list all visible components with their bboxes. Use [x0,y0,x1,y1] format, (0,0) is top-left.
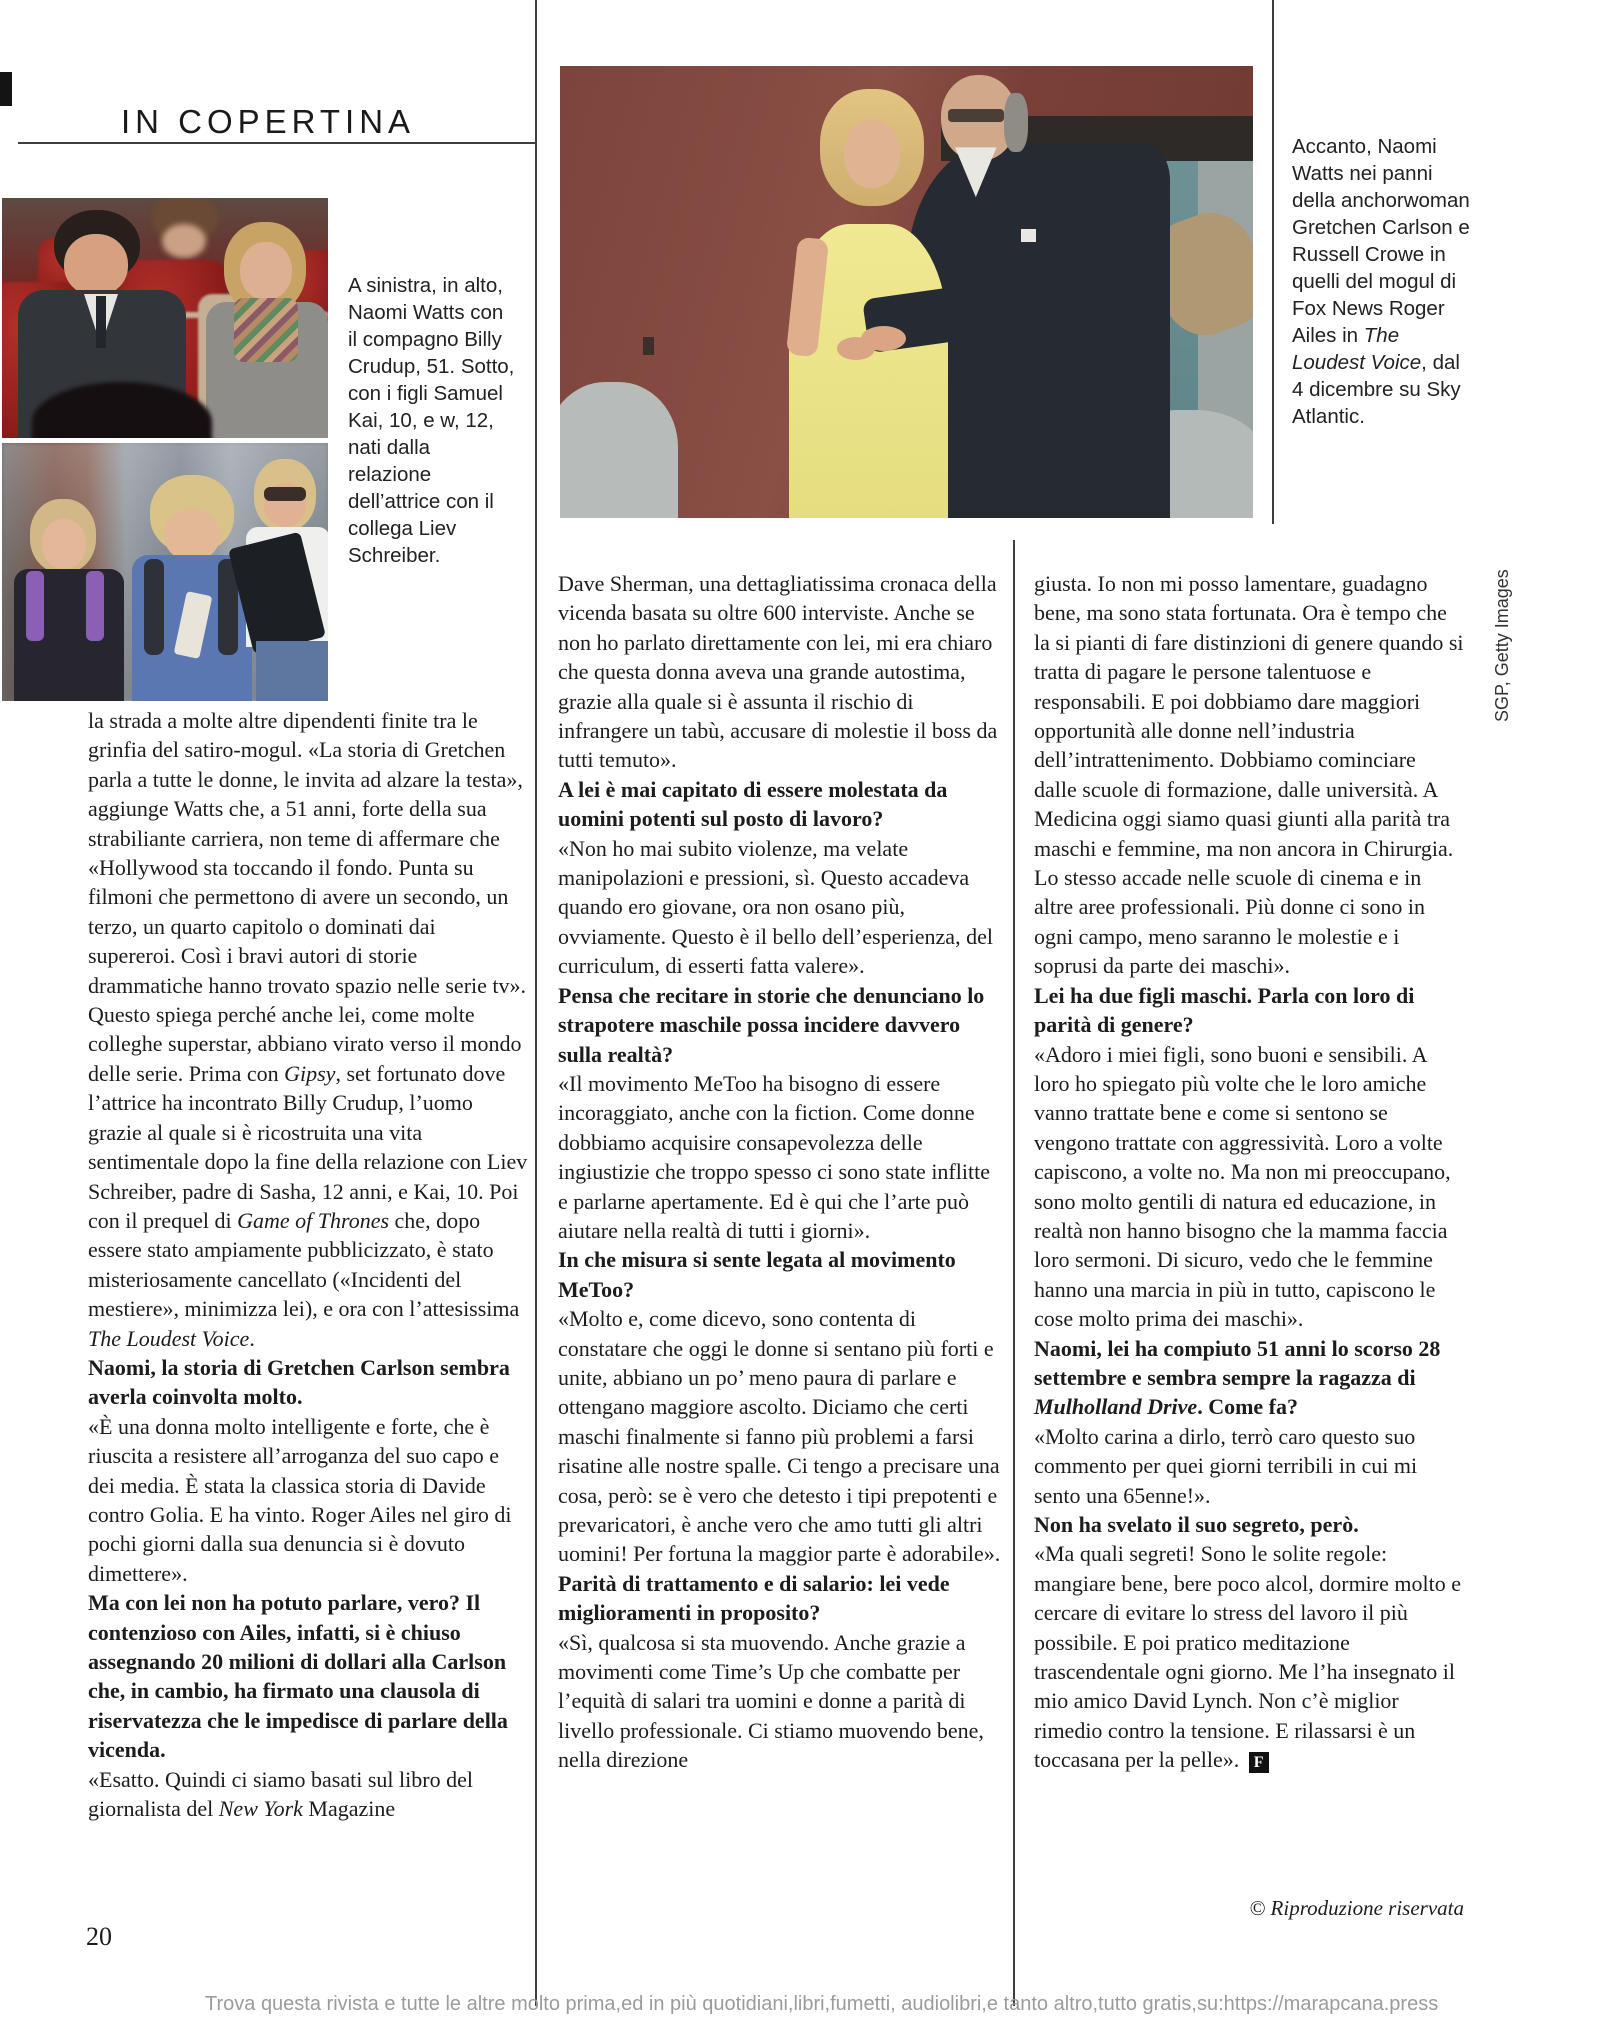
photo-train-scene [2,198,328,438]
photo-shape [560,382,678,518]
text-segment: «Non ho mai subito violenze, ma velate manipolazioni e pressioni, sì. Questo accadeva quando ero giovane, ora non osano più, ovviamente. Questo è il bello dell’esperienza, del curriculum, di esserti fatta valere». [558,835,993,979]
text-segment: «È una donna molto intelligente e forte, che è riuscita a resistere all’arroganza del suo capo e dei media. È stata la classica storia di Davide contro Golia. E ha vinto. Roger Ailes nel giro di pochi giorni dalla sua denuncia si è dovuto dimettere». [88,1413,512,1586]
text-segment: New York [218,1796,303,1822]
photo-shape [234,298,298,362]
photo-shape [144,559,164,655]
article-paragraph [1034,1422,1464,1510]
text-segment: In che misura si sente legata al movimento MeToo? [558,1247,956,1302]
photo-shape [844,120,899,188]
article-column-3 [1034,569,1464,1775]
interview-question [558,775,1004,834]
photo-shape [837,337,875,360]
text-segment: «Molto e, come dicevo, sono contenta di constatare che oggi le donne si sentano più forti e unite, abbiano un po’ meno paura di parlare e ottengano maggiore ascolto. Diciamo che certi maschi finalmente si fanno più problemi a farsi risatine alle nostre spalle. Ci tengo a precisare una cosa, però: se è vero che detesto i tipi prepotenti e prevaricatori, è anche vero che amo tutti gli altri uomini! Per fortuna la maggior parte è adorabile». [558,1306,1001,1567]
photo-shape [240,242,292,300]
text-segment: Game of Thrones [237,1207,390,1233]
photo-shape [948,109,1003,123]
text-segment: . Come fa? [1197,1394,1299,1420]
copyright-notice: © Riproduzione riservata [1249,1896,1464,1920]
text-segment: Parità di trattamento e di salario: lei vede miglioramenti in proposito? [558,1570,950,1626]
column-divider-right [1013,540,1015,2006]
article-paragraph [88,1765,528,1824]
interview-question [1034,1510,1464,1539]
interview-question [558,1245,1004,1304]
text-segment: Naomi, lei ha compiuto 51 anni lo scorso 28 settembre e sembra sempre la ragazza di [1034,1335,1441,1390]
photo-street-scene [2,443,328,701]
photo-shape [1004,93,1028,152]
text-segment: «Esatto. Quindi ci siamo basati sul libro del giornalista del [88,1766,473,1822]
photo-shape [164,509,220,561]
text-segment: Pensa che recitare in storie che denunciano lo strapotere maschile possa incidere davvero sulla realtà? [558,982,985,1067]
photo-shape [1021,229,1036,243]
article-paragraph [1034,569,1464,981]
page-number: 20 [86,1922,112,1951]
text-segment: Non ha svelato il suo segreto, però. [1034,1512,1359,1537]
photo-shape [264,487,306,501]
text-segment: che, dopo essere stato ampiamente pubblicizzato, è stato misteriosamente cancellato («Incidenti del mestiere», minimizza lei), e ora con l’attesissima [88,1207,520,1322]
caption-main-photo [1292,133,1474,430]
interview-question [558,981,1004,1069]
article-column-2 [558,569,1004,1775]
text-segment: «Adoro i miei figli, sono buoni e sensibili. A loro ho spiegato più volte che le loro amiche vanno trattate bene e come si sentono se vengono trattate con aggressività. Loro a volte capiscono, a volte no. Ma non mi preoccupano, sono molto gentili di natura ed educazione, in realtà non hanno bisogno che la mamma faccia loro sermoni. Di sicuro, vedo che le femmine hanno una marcia in più in tutto, capiscono le cose molto prima dei maschi». [1034,1041,1451,1332]
photo-shape [643,337,654,355]
section-title: IN COPERTINA [120,103,416,140]
article-paragraph [1034,1539,1464,1774]
photo-shape [42,519,86,569]
text-segment: Ma con lei non ha potuto parlare, vero? Il contenzioso con Ailes, infatti, si è chiuso assegnando 20 milioni di dollari alla Carlson che, in cambio, ha firmato una clausola di riservatezza che le impedisce di parlare della vicenda. [88,1590,508,1763]
interview-question [88,1588,528,1764]
article-column-1 [88,706,528,1823]
text-segment: Naomi, la storia di Gretchen Carlson sembra averla coinvolta molto. [88,1354,510,1410]
article-paragraph [558,834,1004,981]
text-segment: giusta. Io non mi posso lamentare, guadagno bene, ma sono stata fortunata. Ora è tempo che la si pianti di fare distinzioni di genere quando si tratta di pagare le persone talentuose e responsabili. E poi dobbiamo dare maggiori opportunità alle donne nell’industria dell’intrattenimento. Dobbiamo cominciare dalle scuole di formazione, dalle università. A Medicina oggi siamo quasi giunti alla parità tra maschi e femmine, ma non ancora in Chirurgia. Lo stesso accade nelle scuole di cinema e in altre aree professionali. Più donne ci sono in ogni campo, meno saranno le molestie e i soprusi da parte dei maschi». [1034,571,1464,979]
column-divider-left [535,0,537,2006]
text-segment: Gipsy [284,1060,336,1086]
footer-note: Trova questa rivista e tutte le altre molto prima,ed in più quotidiani,libri,fumetti, audiolibri,e tanto altro,tutto gratis,su:https://marapcana.press [205,1993,1439,2015]
text-segment: . [249,1325,255,1351]
article-paragraph [88,1412,528,1588]
header-divider [18,142,536,144]
text-segment: «Il movimento MeToo ha bisogno di essere incoraggiato, anche con la fiction. Come donne dobbiamo acquisire consapevolezza delle ingiustizie che troppo spesso ci sono state inflitte e parlarne apertamente. Ed è qui che l’arte può aiutare nella realtà di tutti i giorni». [558,1070,990,1243]
page-edge-mark [0,72,12,106]
text-segment: , set fortunato dove l’attrice ha incontrato Billy Crudup, l’uomo grazie al quale si è ricostruita una vita sentimentale dopo la fine della relazione con Liev Schreiber, padre di Sasha, 12 anni, e Kai, 10. Poi con il prequel di [88,1060,528,1233]
photo-caption-divider [1272,0,1274,524]
text-segment: The Loudest Voice [88,1325,250,1351]
text-segment: Magazine [302,1796,396,1822]
photo-credit: SGP, Getty Images [1492,569,1512,722]
text-segment: Mulholland Drive [1034,1394,1198,1420]
photo-shape [256,641,328,701]
photo-loudest-voice-still [560,66,1253,518]
interview-question [1034,981,1464,1040]
article-paragraph [558,569,1004,775]
article-paragraph [558,1304,1004,1569]
interview-question [558,1569,1004,1628]
article-paragraph [558,1069,1004,1245]
text-segment: «Ma quali segreti! Sono le solite regole: mangiare bene, bere poco alcol, dormire molto e cercare di evitare lo stress del lavoro il più possibile. E poi pratico meditazione trascendentale ogni giorno. Me l’ha insegnato il mio amico David Lynch. Non c’è miglior rimedio contro la tensione. E rilassarsi è un toccasana per la pelle». [1034,1541,1461,1773]
caption-left-photos: A sinistra, in alto, Naomi Watts con il compagno Billy Crudup, 51. Sotto, con i figli Samuel Kai, 10, e w, 12, nati dalla relazione dell’attrice con il collega Liev Schreiber. [348,274,515,567]
text-segment: Lei ha due figli maschi. Parla con loro di parità di genere? [1034,982,1415,1038]
interview-question [88,1353,528,1412]
text-segment: «Molto carina a dirlo, terrò caro questo suo commento per quei giorni terribili in cui mi sento una 65enne!». [1034,1423,1418,1508]
text-segment: The Loudest Voice [1292,324,1422,374]
interview-question [1034,1334,1464,1422]
article-paragraph [1034,1040,1464,1334]
photo-shape [162,224,206,258]
photo-shape [26,571,44,641]
text-segment: Dave Sherman, una dettagliatissima cronaca della vicenda basata su oltre 600 interviste. Anche se non ho parlato direttamente con lei, mi era chiaro che questa donna aveva una grande autostima, grazie alla quale si è assunta il rischio di infrangere un tabù, accusare di molestie il boss da tutti temuto». [558,571,998,773]
end-mark: F [1249,1752,1269,1773]
article-paragraph [558,1628,1004,1775]
text-segment: Accanto, Naomi Watts nei panni della anchorwoman Gretchen Carlson e Russell Crowe in quelli del mogul di Fox News Roger Ailes in [1292,135,1470,347]
text-segment: la strada a molte altre dipendenti finite tra le grinfia del satiro-mogul. «La storia di Gretchen parla a tutte le donne, le invita ad alzare la testa», aggiunge Watts che, a 51 anni, forte della sua strabiliante carriera, non teme di affermare che «Hollywood sta toccando il fondo. Punta su filmoni che permettono di avere un secondo, un terzo, un quarto capitolo o dominati dai supereroi. Così i bravi autori di storie drammatiche hanno trovato spazio nelle serie tv». Questo spiega perché anche lei, come molte colleghe superstar, abbiano virato verso il mondo delle serie. Prima con [88,708,527,1086]
photo-shape [96,296,106,348]
photo-shape [86,571,104,641]
photo-shape [64,234,128,296]
article-paragraph [88,706,528,1353]
text-segment: A lei è mai capitato di essere molestata da uomini potenti sul posto di lavoro? [558,776,948,832]
text-segment: , dal 4 dicembre su Sky Atlantic. [1292,351,1461,428]
text-segment: «Sì, qualcosa si sta muovendo. Anche grazie a movimenti come Time’s Up che combatte per l’equità di salari tra uomini e donne a parità di livello professionale. Ci stiamo muovendo bene, nella direzione [558,1629,984,1773]
